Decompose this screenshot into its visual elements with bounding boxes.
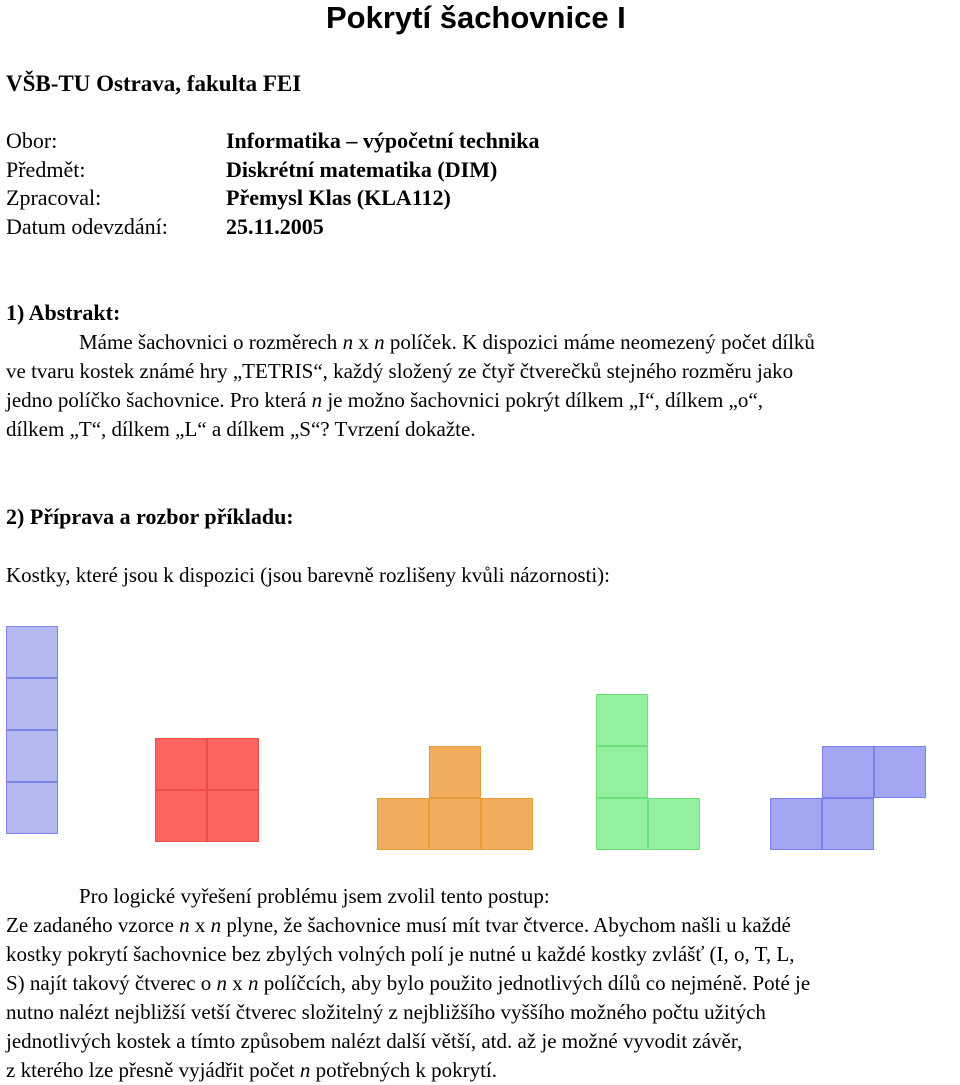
procedure-line (6, 969, 958, 998)
meta-value-zpracoval: Přemysl Klas (KLA112) (226, 185, 451, 210)
tetromino-cell (6, 782, 58, 834)
tetromino-o (155, 738, 264, 847)
line-text: x (353, 330, 375, 354)
line-text: ve tvaru kostek známé hry „TETRIS“, každý složený ze čtyř čtverečků stejného rozměru jako (6, 359, 794, 383)
tetromino-cell (207, 738, 259, 790)
meta-label-predmet: Předmět: (6, 157, 86, 182)
line-text: Pro logické vyřešení problému jsem zvolil tento postup: (79, 884, 550, 908)
procedure-line (6, 998, 958, 1027)
tetromino-cell (377, 798, 429, 850)
tetromino-cell (481, 798, 533, 850)
tetromino-cell (648, 798, 700, 850)
line-text: nutno nalézt nejbližší vetší čtverec složitelný z nejbližšího vyššího možného počtu užitých (6, 1000, 766, 1024)
procedure-line (6, 911, 958, 940)
abstract-paragraph (6, 328, 958, 444)
section1-heading: 1) Abstrakt: (6, 300, 121, 325)
section2-heading: 2) Příprava a rozbor příkladu: (6, 504, 294, 529)
tetromino-cell (6, 626, 58, 678)
variable-n: n (179, 913, 190, 937)
tetromino-cell (207, 790, 259, 842)
meta-value-obor: Informatika – výpočetní technika (226, 128, 540, 153)
meta-value-datum: 25.11.2005 (226, 214, 324, 239)
tetromino-cell (6, 730, 58, 782)
line-text: políček. K dispozici máme neomezený počet dílků (384, 330, 815, 354)
line-text: x (189, 913, 211, 937)
abstract-line (6, 357, 958, 386)
line-text: políčcích, aby bylo použito jednotlivých dílů co nejméně. Poté je (258, 971, 811, 995)
variable-n: n (374, 330, 385, 354)
tetromino-cell (822, 746, 874, 798)
tetromino-cell (596, 746, 648, 798)
tetromino-cell (822, 798, 874, 850)
procedure-paragraph (6, 882, 958, 1085)
tetromino-cell (6, 678, 58, 730)
document-title: Pokrytí šachovnice I (326, 0, 626, 35)
variable-n: n (342, 330, 354, 354)
line-text: x (227, 971, 249, 995)
variable-n: n (210, 913, 222, 937)
procedure-line (6, 1027, 958, 1056)
tetromino-cell (155, 738, 207, 790)
line-text: jedno políčko šachovnice. Pro která (6, 388, 312, 412)
line-text: dílkem „T“, dílkem „L“ a dílkem „S“? Tvrzení dokažte. (6, 417, 476, 441)
tetromino-cell (596, 798, 648, 850)
tetromino-cell (770, 798, 822, 850)
abstract-line (6, 415, 958, 444)
meta-value-predmet: Diskrétní matematika (DIM) (226, 157, 498, 182)
tetromino-cell (874, 746, 926, 798)
variable-n: n (216, 971, 228, 995)
line-text: Ze zadaného vzorce (6, 913, 180, 937)
meta-label-obor: Obor: (6, 128, 58, 153)
variable-n: n (299, 1058, 311, 1082)
line-text: jednotlivých kostek a tímto způsobem nalézt další větší, atd. až je možné vyvodit závěr, (6, 1029, 743, 1053)
meta-label-datum: Datum odevzdání: (6, 214, 168, 239)
line-text: Máme šachovnici o rozměrech (79, 330, 343, 354)
abstract-line (6, 386, 958, 415)
tetromino-cell (155, 790, 207, 842)
procedure-line (6, 940, 958, 969)
line-text: z kterého lze přesně vyjádřit počet (6, 1058, 300, 1082)
variable-n: n (311, 388, 323, 412)
tetromino-t (377, 746, 531, 850)
tetromino-i (6, 626, 59, 834)
tetromino-cell (429, 746, 481, 798)
meta-label-zpracoval: Zpracoval: (6, 185, 102, 210)
abstract-line (6, 328, 958, 357)
line-text: plyne, že šachovnice musí mít tvar čtverce. Abychom našli u každé (221, 913, 791, 937)
line-text: potřebných k pokrytí. (310, 1058, 498, 1082)
pieces-intro: Kostky, které jsou k dispozici (jsou barevně rozlišeny kvůli názornosti): (6, 563, 611, 587)
line-text: kostky pokrytí šachovnice bez zbylých volných polí je nutné u každé kostky zvlášť (I, o, T, L, (6, 942, 795, 966)
variable-n: n (248, 971, 259, 995)
procedure-line (6, 1056, 958, 1085)
tetromino-s (770, 746, 924, 850)
school-name: VŠB-TU Ostrava, fakulta FEI (6, 71, 302, 96)
tetromino-cell (596, 694, 648, 746)
tetromino-cell (429, 798, 481, 850)
procedure-line (6, 882, 958, 911)
line-text: S) najít takový čtverec o (6, 971, 217, 995)
line-text: je možno šachovnici pokrýt dílkem „I“, dílkem „o“, (322, 388, 763, 412)
tetromino-l (596, 694, 700, 850)
